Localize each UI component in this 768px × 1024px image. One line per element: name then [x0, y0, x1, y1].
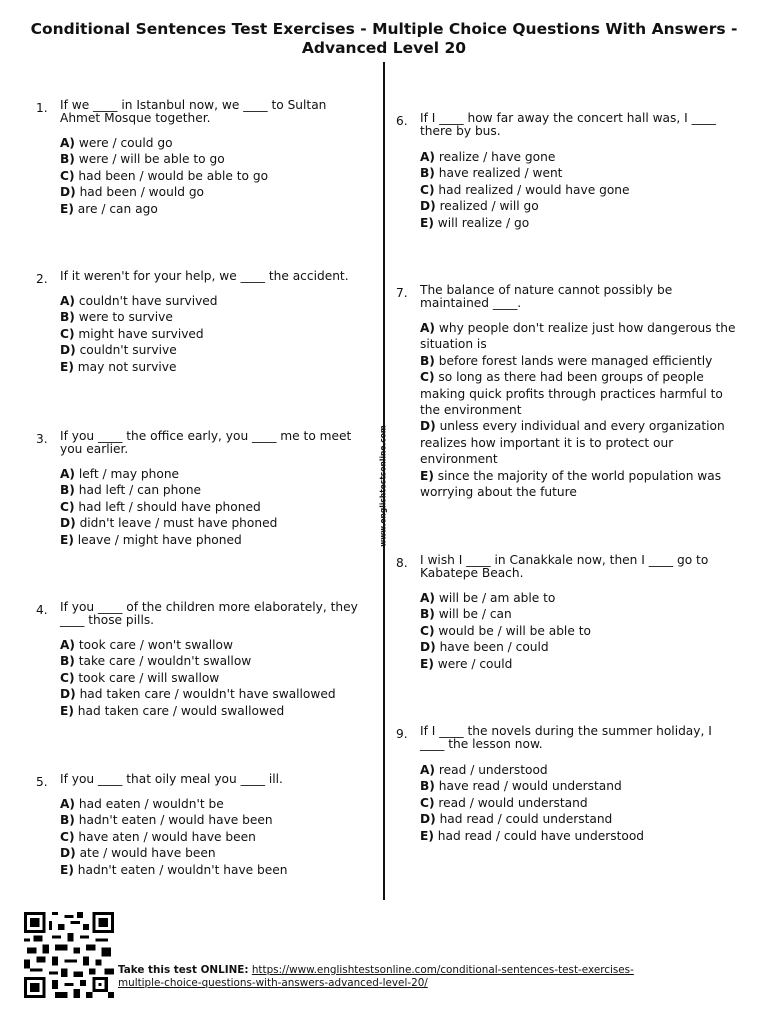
choice-e[interactable]: E) were / could: [420, 656, 513, 671]
choice-d[interactable]: D) didn't leave / must have phoned: [60, 516, 278, 531]
question-text: If you ____ of the children more elaborately, they ____ those pills.: [60, 600, 358, 627]
question-text: If you ____ the office early, you ____ me to meet you earlier.: [60, 429, 352, 456]
choice-a[interactable]: A) will be / am able to: [420, 591, 556, 605]
choice-c[interactable]: C) have aten / would have been: [60, 829, 256, 844]
choice-list: [60, 466, 380, 548]
choice-d[interactable]: D) realized / will go: [420, 199, 539, 214]
choice-a[interactable]: A) read / understood: [420, 763, 548, 777]
question-text: The balance of nature cannot possibly be maintained ____.: [420, 283, 673, 310]
choice-list: [420, 149, 740, 231]
choice-e[interactable]: E) will realize / go: [420, 215, 530, 230]
question-8: [396, 554, 746, 684]
footer-test-link[interactable]: https://www.englishtestsonline.com/conditional-sentences-test-exercises-multiple-choice-questions-with-answers-advanced-level-20/: [118, 964, 634, 989]
question-text: If it weren't for your help, we ____ the accident.: [60, 269, 349, 283]
question-3: [36, 430, 376, 560]
choice-list: [60, 796, 380, 878]
question-number: 4.: [36, 603, 48, 617]
side-watermark-url: www.englishtestsonline.com: [378, 425, 388, 547]
choice-c[interactable]: C) had left / should have phoned: [60, 499, 261, 514]
choice-a[interactable]: A) had eaten / wouldn't be: [60, 797, 224, 811]
choice-d[interactable]: D) had been / would go: [60, 185, 205, 200]
question-text: If I ____ the novels during the summer holiday, I ____ the lesson now.: [420, 724, 712, 751]
question-text: If we ____ in Istanbul now, we ____ to Sultan Ahmet Mosque together.: [60, 98, 327, 125]
question-text: If you ____ that oily meal you ____ ill.: [60, 772, 283, 786]
choice-c[interactable]: C) read / would understand: [420, 795, 588, 810]
qr-code-icon[interactable]: [24, 912, 114, 998]
choice-d[interactable]: D) had taken care / wouldn't have swallowed: [60, 687, 336, 702]
choice-list: [420, 320, 736, 500]
choice-list: [420, 590, 740, 672]
choice-b[interactable]: B) were to survive: [60, 310, 173, 325]
choice-e[interactable]: E) are / can ago: [60, 201, 158, 216]
question-number: 8.: [396, 556, 408, 570]
footer-lead: Take this test ONLINE:: [118, 964, 249, 976]
choice-d[interactable]: D) ate / would have been: [60, 846, 216, 861]
choice-b[interactable]: B) have read / would understand: [420, 779, 622, 794]
choice-list: [420, 762, 740, 844]
choice-c[interactable]: C) would be / will be able to: [420, 623, 591, 638]
choice-e[interactable]: E) had read / could have understood: [420, 828, 645, 843]
question-9: [396, 725, 746, 855]
choice-b[interactable]: B) take care / wouldn't swallow: [60, 654, 252, 669]
question-7: [396, 284, 746, 514]
choice-c[interactable]: C) so long as there had been groups of people making quick profits through practices harmful to the environment: [420, 370, 723, 418]
choice-a[interactable]: A) couldn't have survived: [60, 294, 218, 308]
question-number: 2.: [36, 272, 48, 286]
choice-a[interactable]: A) were / could go: [60, 136, 173, 150]
choice-a[interactable]: A) realize / have gone: [420, 150, 556, 164]
question-5: [36, 773, 376, 893]
choice-d[interactable]: D) unless every individual and every organization realizes how important it is to protect our environment: [420, 419, 725, 467]
question-number: 7.: [396, 286, 408, 300]
question-text: I wish I ____ in Canakkale now, then I ____ go to Kabatepe Beach.: [420, 553, 709, 580]
choice-b[interactable]: B) have realized / went: [420, 166, 563, 181]
choice-b[interactable]: B) hadn't eaten / would have been: [60, 813, 273, 828]
choice-e[interactable]: E) leave / might have phoned: [60, 532, 242, 547]
question-number: 3.: [36, 432, 48, 446]
choice-e[interactable]: E) may not survive: [60, 359, 177, 374]
choice-c[interactable]: C) had been / would be able to go: [60, 168, 269, 183]
choice-list: [60, 135, 380, 217]
choice-e[interactable]: E) since the majority of the world population was worrying about the future: [420, 468, 722, 500]
question-number: 9.: [396, 727, 408, 741]
choice-c[interactable]: C) took care / will swallow: [60, 670, 220, 685]
title-line-2: Advanced Level 20: [301, 39, 467, 57]
question-2: [36, 270, 376, 390]
question-4: [36, 601, 376, 731]
choice-b[interactable]: B) were / will be able to go: [60, 152, 225, 167]
question-number: 6.: [396, 114, 408, 128]
choice-e[interactable]: E) had taken care / would swallowed: [60, 703, 285, 718]
choice-c[interactable]: C) had realized / would have gone: [420, 182, 630, 197]
choice-d[interactable]: D) had read / could understand: [420, 812, 613, 827]
choice-b[interactable]: B) before forest lands were managed efficiently: [420, 353, 713, 368]
footer-cta: [118, 964, 678, 990]
choice-b[interactable]: B) had left / can phone: [60, 483, 202, 498]
choice-list: [60, 637, 380, 719]
choice-e[interactable]: E) hadn't eaten / wouldn't have been: [60, 862, 288, 877]
choice-a[interactable]: A) why people don't realize just how dangerous the situation is: [420, 321, 736, 352]
choice-d[interactable]: D) have been / could: [420, 640, 549, 655]
choice-list: [60, 293, 380, 375]
choice-c[interactable]: C) might have survived: [60, 326, 204, 341]
choice-d[interactable]: D) couldn't survive: [60, 343, 177, 358]
question-number: 1.: [36, 101, 48, 115]
question-text: If I ____ how far away the concert hall was, I ____ there by bus.: [420, 111, 716, 138]
choice-b[interactable]: B) will be / can: [420, 607, 512, 622]
choice-a[interactable]: A) left / may phone: [60, 467, 180, 481]
choice-a[interactable]: A) took care / won't swallow: [60, 638, 233, 652]
page-title: [0, 20, 768, 58]
question-1: [36, 99, 376, 229]
title-line-1: Conditional Sentences Test Exercises - Multiple Choice Questions With Answers -: [30, 20, 738, 38]
question-6: [396, 112, 746, 242]
question-number: 5.: [36, 775, 48, 789]
